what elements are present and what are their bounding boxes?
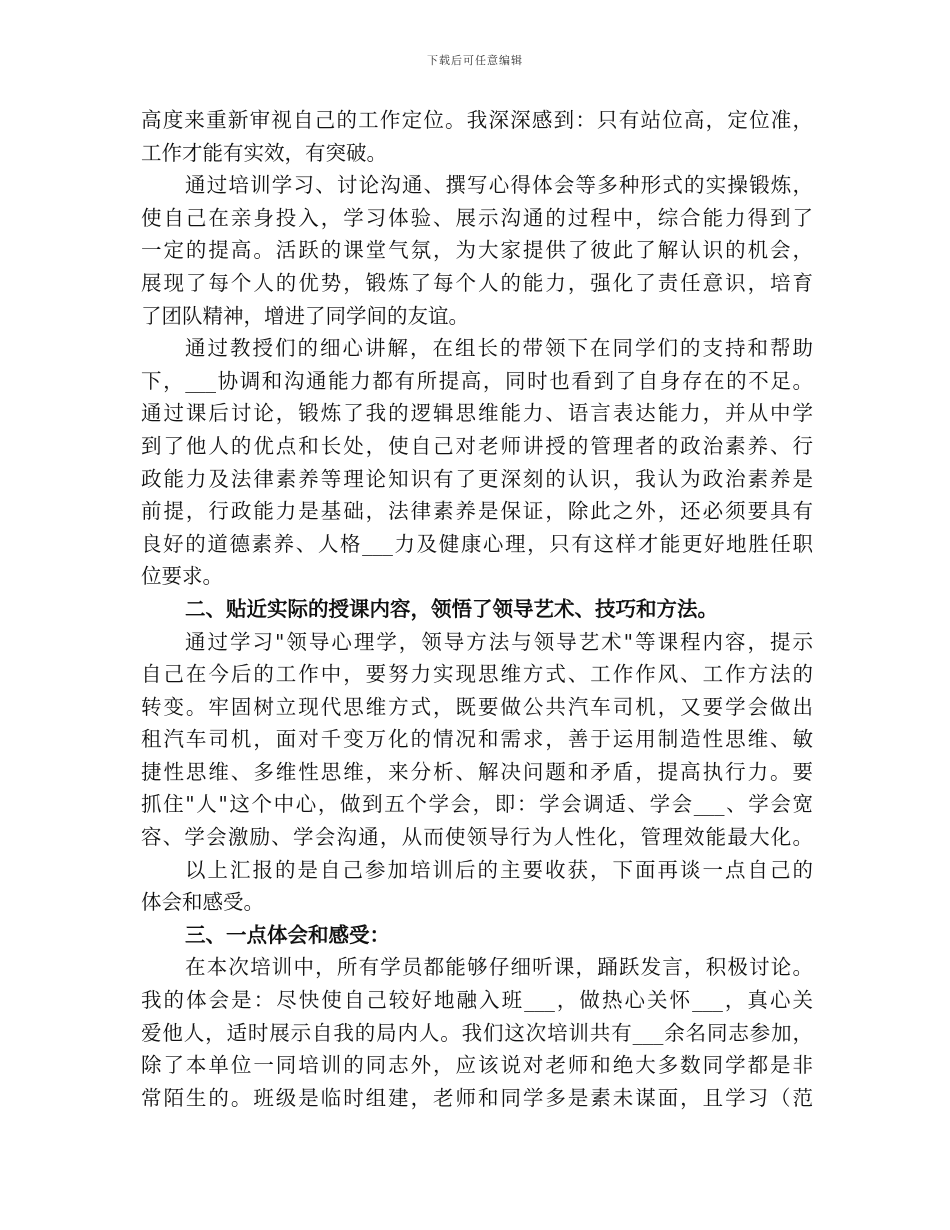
text-line: 容、学会激励、学会沟通，从而使领导行为人性化，管理效能最大化。 [141,825,813,850]
text-line: 常陌生的。班级是临时组建，老师和同学多是素未谋面，且学习（范 [141,1085,813,1110]
text-line: 下，___协调和沟通能力都有所提高，同时也看到了自身存在的不足。 [141,368,813,393]
text-line: 高度来重新审视自己的工作定位。我深深感到：只有站位高，定位准， [141,108,813,132]
text-line: 通过课后讨论，锻炼了我的逻辑思维能力、语言表达能力，并从中学 [141,401,813,426]
section-heading: 二、贴近实际的授课内容，领悟了领导艺术、技巧和方法。 [185,596,718,621]
text-line: 自己在今后的工作中，要努力实现思维方式、工作作风、工作方法的 [141,662,813,687]
text-line: 转变。牢固树立现代思维方式，既要做公共汽车司机，又要学会做出 [141,694,813,719]
text-line: 除了本单位一同培训的同志外，应该说对老师和绝大多数同学都是非 [141,1053,813,1078]
section-heading: 三、一点体会和感受： [185,922,390,947]
text-line: 捷性思维、多维性思维，来分析、解决问题和矛盾，提高执行力。要 [141,759,813,784]
text-line: 通过教授们的细心讲解，在组长的带领下在同学们的支持和帮助 [185,336,813,361]
text-line: 到了他人的优点和长处，使自己对老师讲授的管理者的政治素养、行 [141,433,813,458]
text-line: 位要求。 [141,564,223,589]
text-line: 通过学习"领导心理学，领导方法与领导艺术"等课程内容，提示 [185,629,813,654]
document-body [141,104,813,1114]
text-line: 使自己在亲身投入，学习体验、展示沟通的过程中，综合能力得到了 [141,205,813,230]
text-line: 我的体会是：尽快使自己较好地融入班___，做热心关怀___，真心关 [141,988,813,1013]
text-line: 以上汇报的是自己参加培训后的主要收获，下面再谈一点自己的 [185,857,813,882]
text-line: 政能力及法律素养等理论知识有了更深刻的认识，我认为政治素养是 [141,466,813,491]
text-line: 良好的道德素养、人格___力及健康心理，只有这样才能更好地胜任职 [141,531,813,556]
text-line: 展现了每个人的优势，锻炼了每个人的能力，强化了责任意识，培育 [141,270,813,295]
text-line: 一定的提高。活跃的课堂气氛，为大家提供了彼此了解认识的机会， [141,238,813,263]
text-line: 在本次培训中，所有学员都能够仔细听课，踊跃发言，积极讨论。 [185,955,813,980]
text-line: 爱他人，适时展示自我的局内人。我们这次培训共有___余名同志参加， [141,1020,813,1045]
text-line: 租汽车司机，面对千变万化的情况和需求，善于运用制造性思维、敏 [141,727,813,752]
text-line: 了团队精神，增进了同学间的友谊。 [141,303,469,328]
text-line: 前提，行政能力是基础，法律素养是保证，除此之外，还必须要具有 [141,499,813,524]
text-line: 通过培训学习、讨论沟通、撰写心得体会等多种形式的实操锻炼， [185,173,813,198]
page-header: 下载后可任意编辑 [427,54,523,67]
text-line: 体会和感受。 [141,890,264,915]
text-line: 工作才能有实效，有突破。 [141,140,387,165]
text-line: 抓住"人"这个中心，做到五个学会，即：学会调适、学会___、学会宽 [141,792,813,817]
